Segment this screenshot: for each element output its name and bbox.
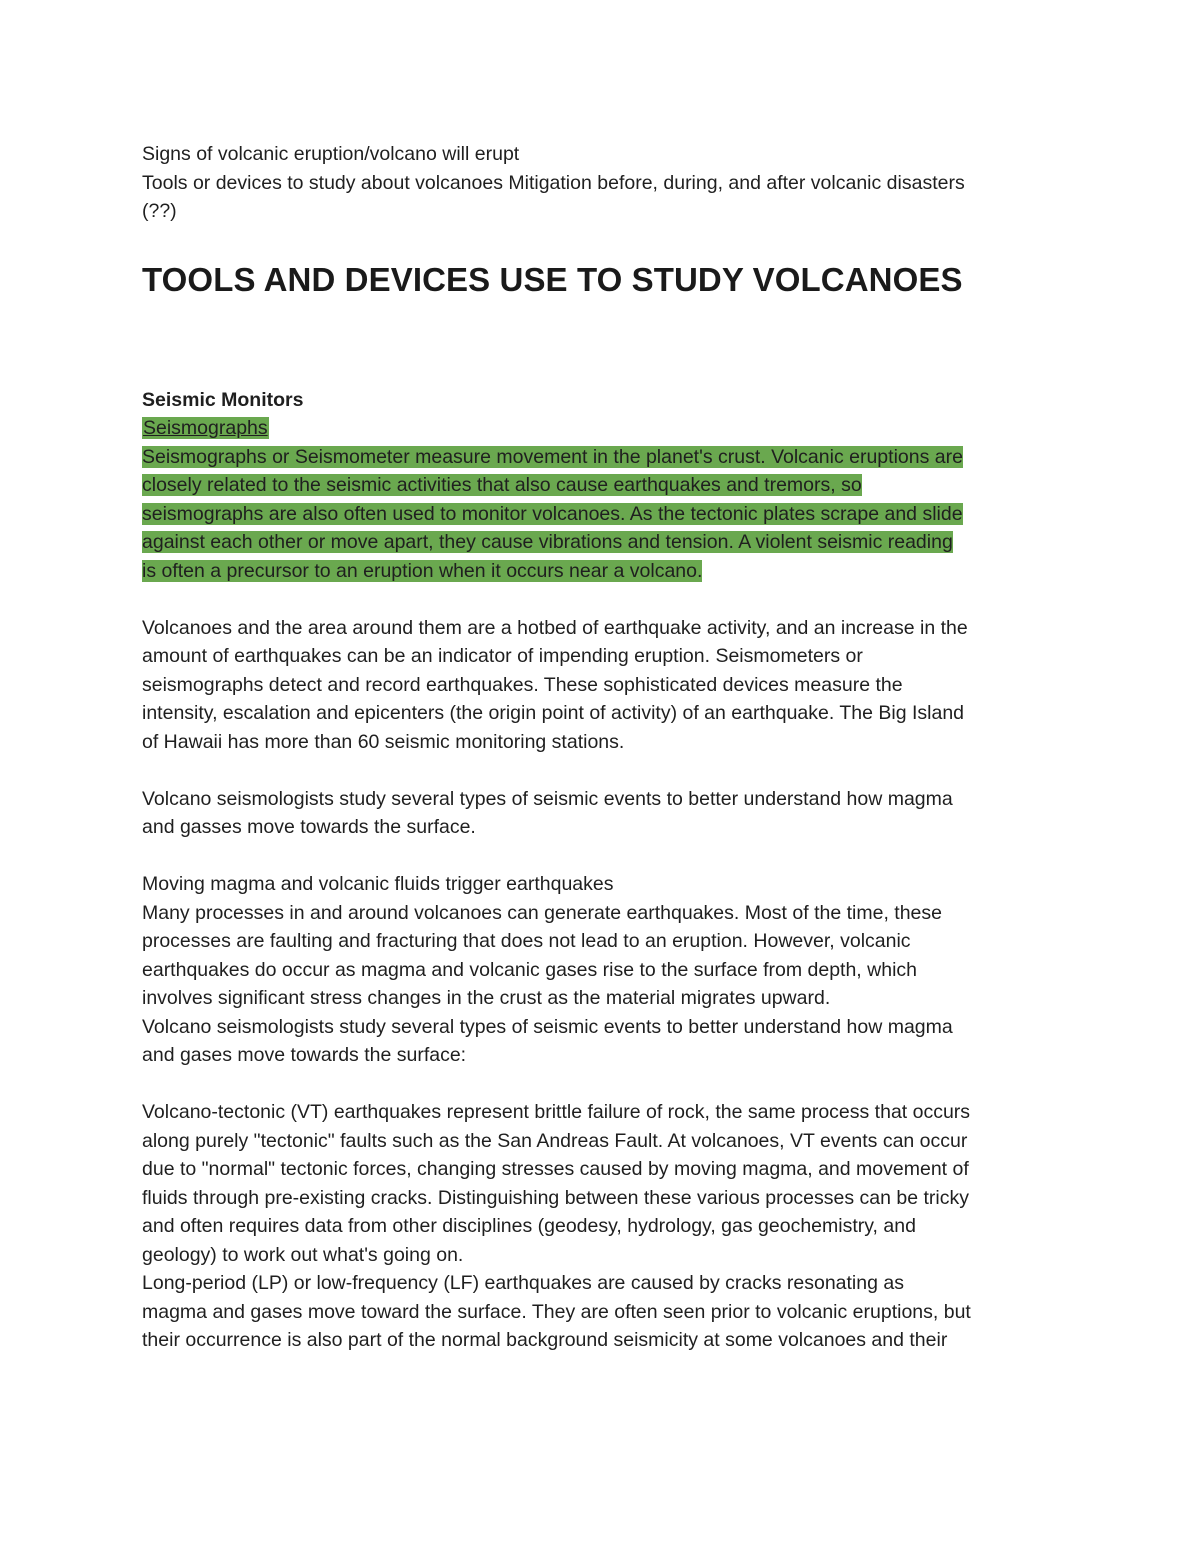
paragraph-line: Many processes in and around volcanoes can generate earthquakes. Most of the time, these — [142, 901, 942, 924]
paragraph-line: and often requires data from other disciplines (geodesy, hydrology, gas geochemistry, and — [142, 1215, 916, 1237]
paragraph-gap — [142, 756, 1067, 785]
paragraph-line: seismographs detect and record earthquakes. These sophisticated devices measure the — [142, 673, 903, 696]
highlighted-text: seismographs are also often used to monitor volcanoes. As the tectonic plates scrape and slide — [142, 502, 963, 525]
title-block — [142, 260, 1067, 300]
intro-line-1: Signs of volcanic eruption/volcano will erupt — [142, 143, 520, 165]
highlighted-line — [142, 443, 1067, 472]
paragraph-line: amount of earthquakes can be an indicator of impending eruption. Seismometers or — [142, 645, 863, 667]
paragraph-line: intensity, escalation and epicenters (the origin point of activity) of an earthquake. The Big Island — [142, 702, 965, 724]
paragraph-line: Volcano seismologists study several types of seismic events to better understand how magma — [142, 787, 953, 810]
paragraph-line: and gasses move towards the surface. — [142, 816, 476, 838]
section-heading-seismic-monitors: Seismic Monitors — [142, 388, 304, 411]
paragraph-seismic-events — [142, 785, 1067, 842]
paragraph-line: earthquakes do occur as magma and volcanic gases rise to the surface from depth, which — [142, 958, 917, 981]
seismographs-link[interactable]: Seismographs — [143, 417, 268, 439]
paragraph-line: along purely "tectonic" faults such as the San Andreas Fault. At volcanoes, VT events can occur — [142, 1129, 968, 1152]
paragraph-line: involves significant stress changes in the crust as the material migrates upward. — [142, 987, 831, 1009]
intro-line-2: Tools or devices to study about volcanoes Mitigation before, during, and after volcanic disasters — [142, 171, 965, 194]
paragraph-line: Volcano-tectonic (VT) earthquakes represent brittle failure of rock, the same process that occurs — [142, 1101, 971, 1123]
paragraph-moving-magma — [142, 870, 1067, 1070]
paragraph-line: magma and gases move toward the surface. They are often seen prior to volcanic eruptions, but — [142, 1300, 971, 1323]
paragraph-line: geology) to work out what's going on. — [142, 1243, 464, 1266]
paragraph-line: of Hawaii has more than 60 seismic monitoring stations. — [142, 730, 625, 753]
highlighted-text: is often a precursor to an eruption when it occurs near a volcano. — [142, 559, 703, 582]
paragraph-line: Volcanoes and the area around them are a hotbed of earthquake activity, and an increase in the — [142, 616, 968, 639]
paragraph-line: fluids through pre-existing cracks. Distinguishing between these various processes can be tricky — [142, 1186, 969, 1209]
highlighted-line — [142, 557, 1067, 586]
paragraph-line: their occurrence is also part of the normal background seismicity at some volcanoes and their — [142, 1329, 948, 1351]
highlighted-text: closely related to the seismic activities that also cause earthquakes and tremors, so — [142, 474, 862, 496]
document-body — [142, 140, 1067, 1355]
paragraph-line: Volcano seismologists study several types of seismic events to better understand how magma — [142, 1015, 953, 1038]
paragraph-line: and gases move towards the surface: — [142, 1044, 467, 1066]
paragraph-vt-lp-earthquakes — [142, 1098, 1067, 1355]
paragraph-gap — [142, 1070, 1067, 1099]
paragraph-earthquake-activity — [142, 614, 1067, 757]
highlighted-line — [142, 500, 1067, 529]
highlighted-line — [142, 528, 1067, 557]
document-title: TOOLS AND DEVICES USE TO STUDY VOLCANOES — [142, 260, 963, 298]
highlighted-text: against each other or move apart, they cause vibrations and tension. A violent seismic reading — [142, 531, 953, 553]
paragraph-line: due to "normal" tectonic forces, changing stresses caused by moving magma, and movement of — [142, 1158, 969, 1180]
highlighted-paragraph — [142, 443, 1067, 586]
intro-line-3: (??) — [142, 200, 177, 222]
paragraph-gap — [142, 842, 1067, 871]
highlighted-line — [142, 471, 1067, 500]
paragraph-gap — [142, 585, 1067, 614]
seismographs-heading[interactable] — [142, 414, 1067, 443]
paragraph-line: processes are faulting and fracturing that does not lead to an eruption. However, volcanic — [142, 930, 911, 952]
paragraph-line: Moving magma and volcanic fluids trigger earthquakes — [142, 873, 614, 895]
highlighted-text: Seismographs or Seismometer measure movement in the planet's crust. Volcanic eruptions are — [142, 445, 963, 468]
paragraph-line: Long-period (LP) or low-frequency (LF) earthquakes are caused by cracks resonating as — [142, 1272, 904, 1294]
